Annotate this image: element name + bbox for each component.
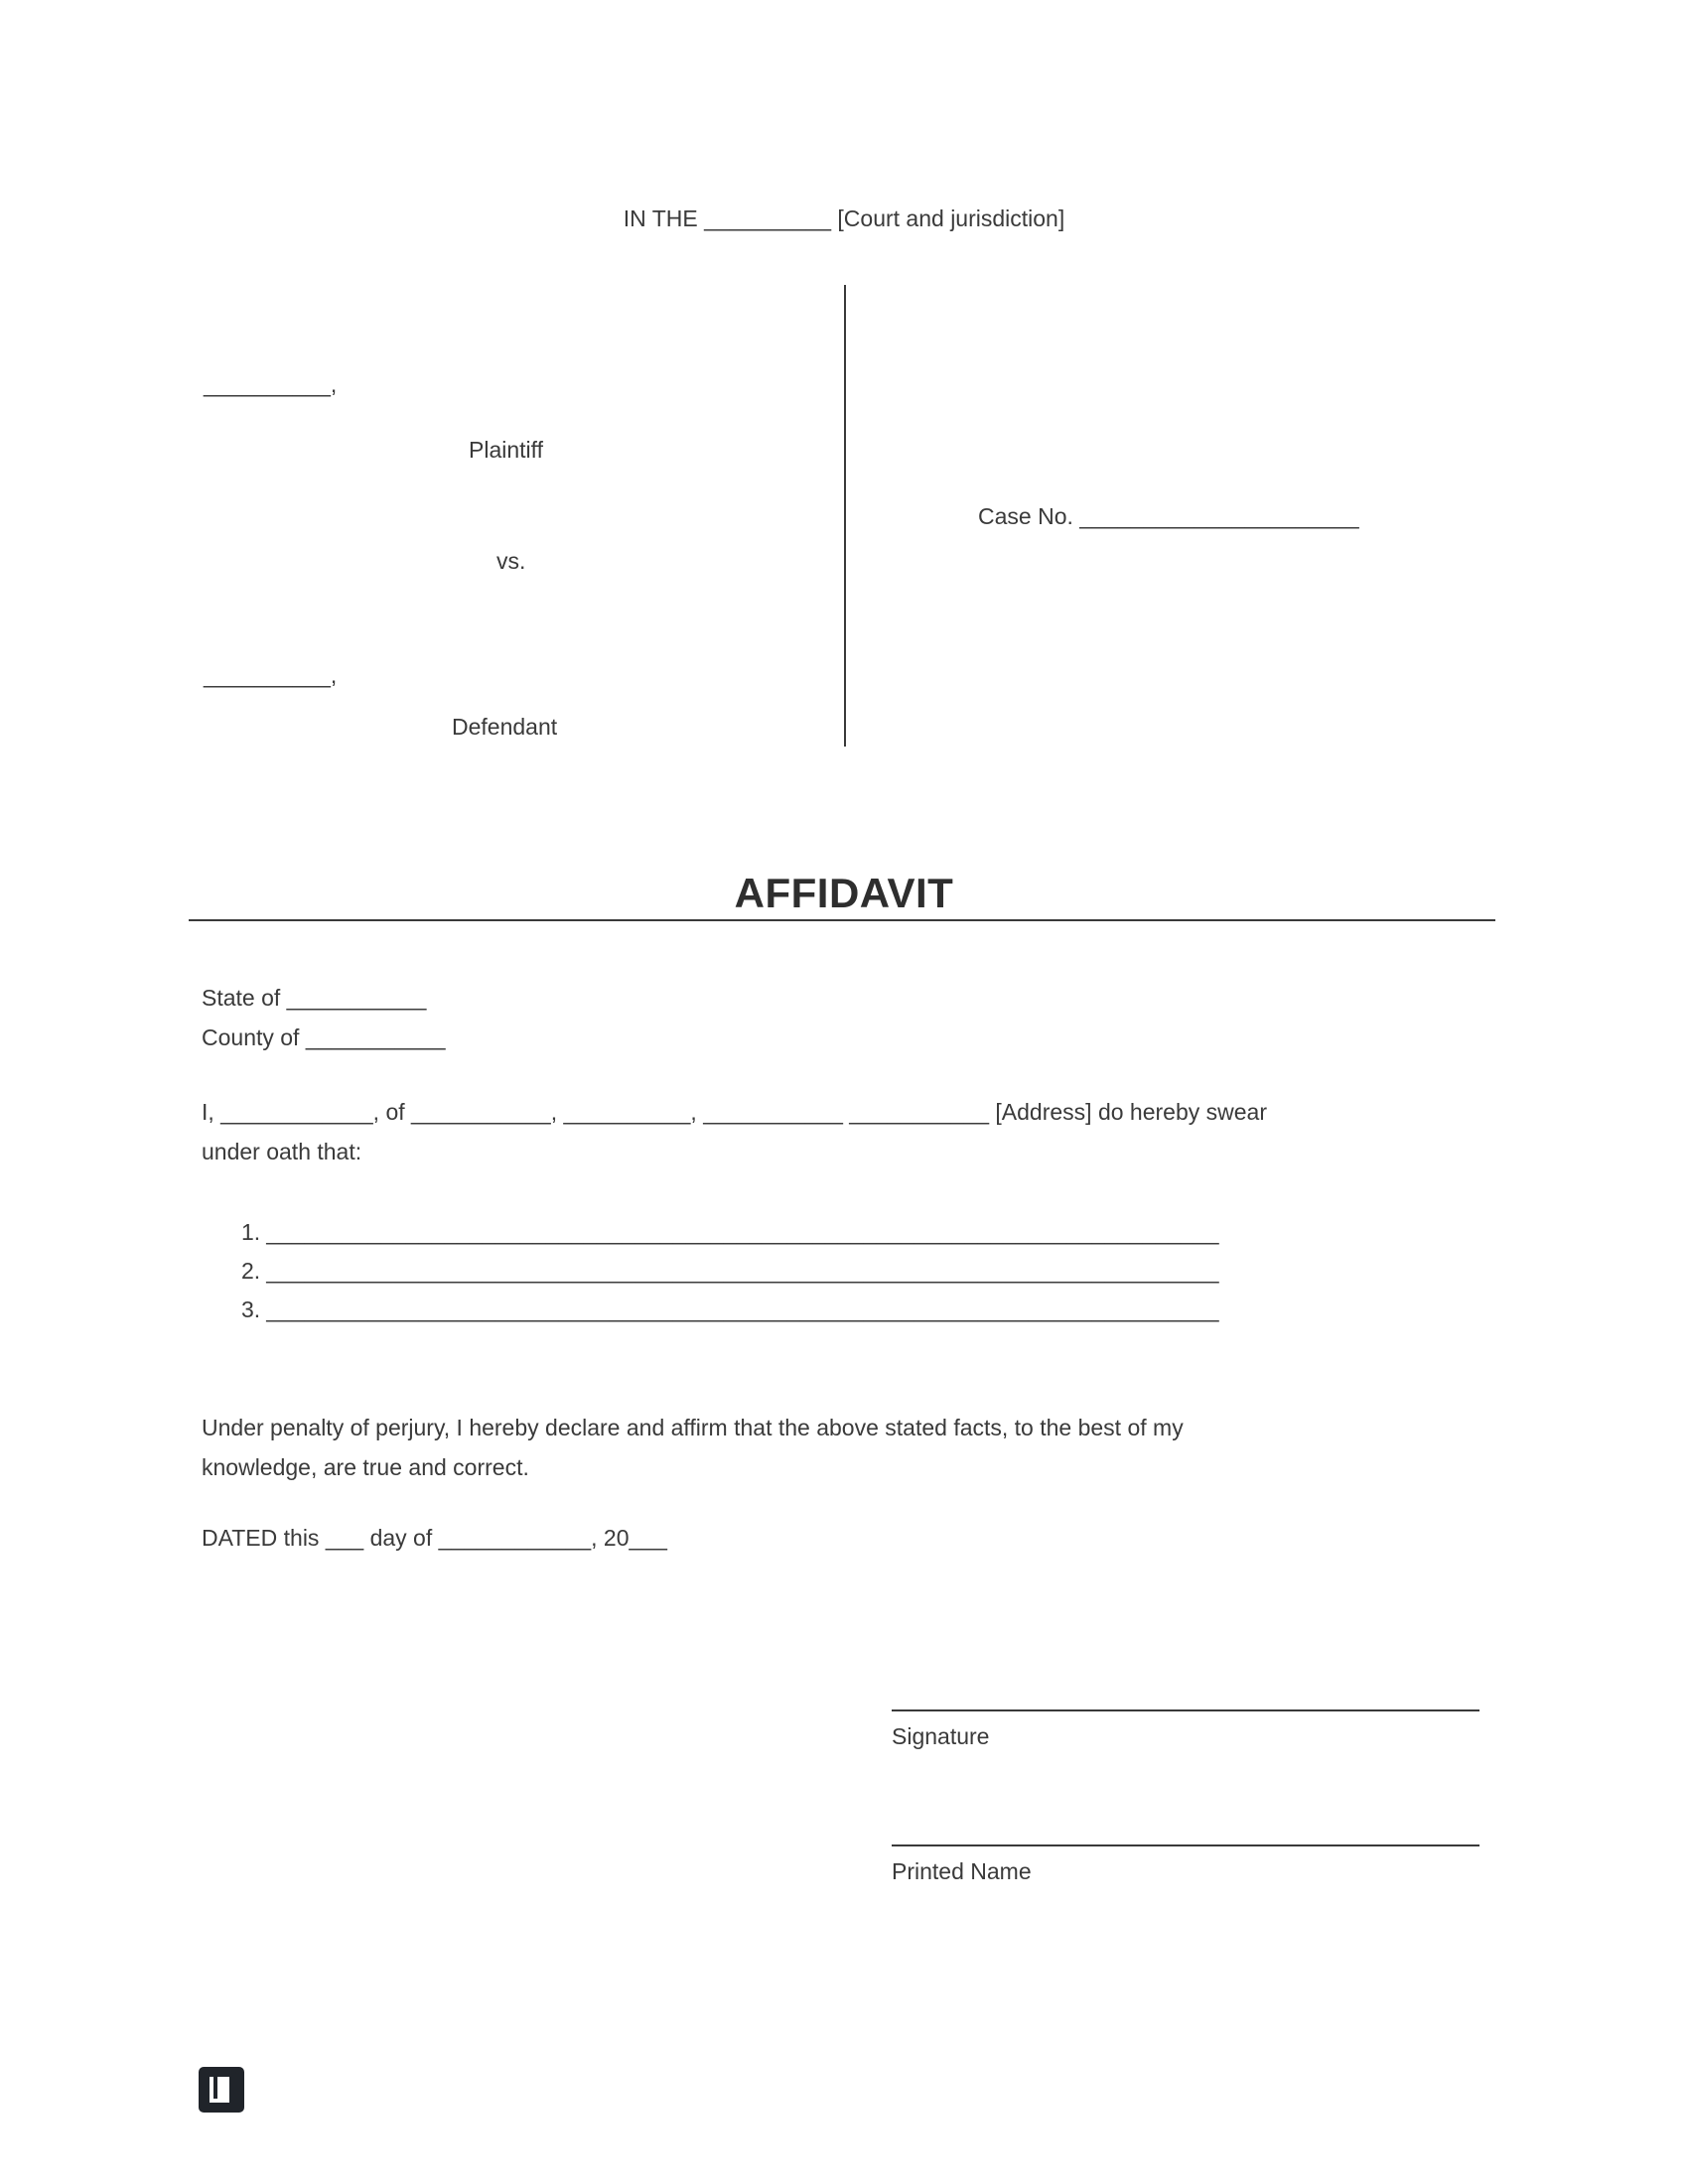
statements-list bbox=[241, 1213, 1219, 1329]
venue-block bbox=[202, 978, 446, 1057]
versus-label: vs. bbox=[496, 548, 526, 574]
statement-blank-line: ___________________________________________________________________________ bbox=[266, 1258, 1219, 1284]
oath-line-1: I, ____________, of ___________, __________, ___________ ___________ [Address] do hereby swear bbox=[202, 1099, 1267, 1125]
statement-number: 2. bbox=[241, 1258, 261, 1284]
dated-line: DATED this ___ day of ____________, 20___ bbox=[202, 1525, 667, 1551]
statement-blank-line: ___________________________________________________________________________ bbox=[266, 1219, 1219, 1245]
statement-number: 1. bbox=[241, 1219, 261, 1245]
legal-templates-logo bbox=[199, 2067, 244, 2113]
signature-line bbox=[892, 1709, 1479, 1711]
defendant-name-blank: __________, bbox=[204, 662, 338, 688]
statement-blank-line: ___________________________________________________________________________ bbox=[266, 1297, 1219, 1322]
county-of-line: County of ___________ bbox=[202, 1024, 446, 1050]
signature-label: Signature bbox=[892, 1723, 990, 1749]
statement-number: 3. bbox=[241, 1297, 261, 1322]
title-divider-line bbox=[189, 919, 1495, 921]
printed-name-line bbox=[892, 1844, 1479, 1846]
oath-paragraph bbox=[202, 1092, 1267, 1171]
defendant-label: Defendant bbox=[452, 714, 558, 740]
document-title: AFFIDAVIT bbox=[734, 870, 954, 916]
plaintiff-label: Plaintiff bbox=[469, 437, 544, 463]
plaintiff-name-blank: __________, bbox=[204, 371, 338, 397]
declaration-line-2: knowledge, are true and correct. bbox=[202, 1454, 529, 1480]
printed-name-label: Printed Name bbox=[892, 1858, 1032, 1884]
perjury-declaration bbox=[202, 1408, 1184, 1487]
statement-row-3 bbox=[241, 1291, 1219, 1329]
statement-row-1 bbox=[241, 1213, 1219, 1252]
case-number-line: Case No. ______________________ bbox=[978, 503, 1359, 529]
court-jurisdiction-line: IN THE __________ [Court and jurisdiction] bbox=[623, 205, 1065, 231]
oath-line-2: under oath that: bbox=[202, 1139, 362, 1164]
state-of-line: State of ___________ bbox=[202, 985, 427, 1011]
caption-divider-line bbox=[844, 285, 846, 747]
statement-row-2 bbox=[241, 1252, 1219, 1291]
declaration-line-1: Under penalty of perjury, I hereby declare and affirm that the above stated facts, to the best of my bbox=[202, 1415, 1184, 1440]
